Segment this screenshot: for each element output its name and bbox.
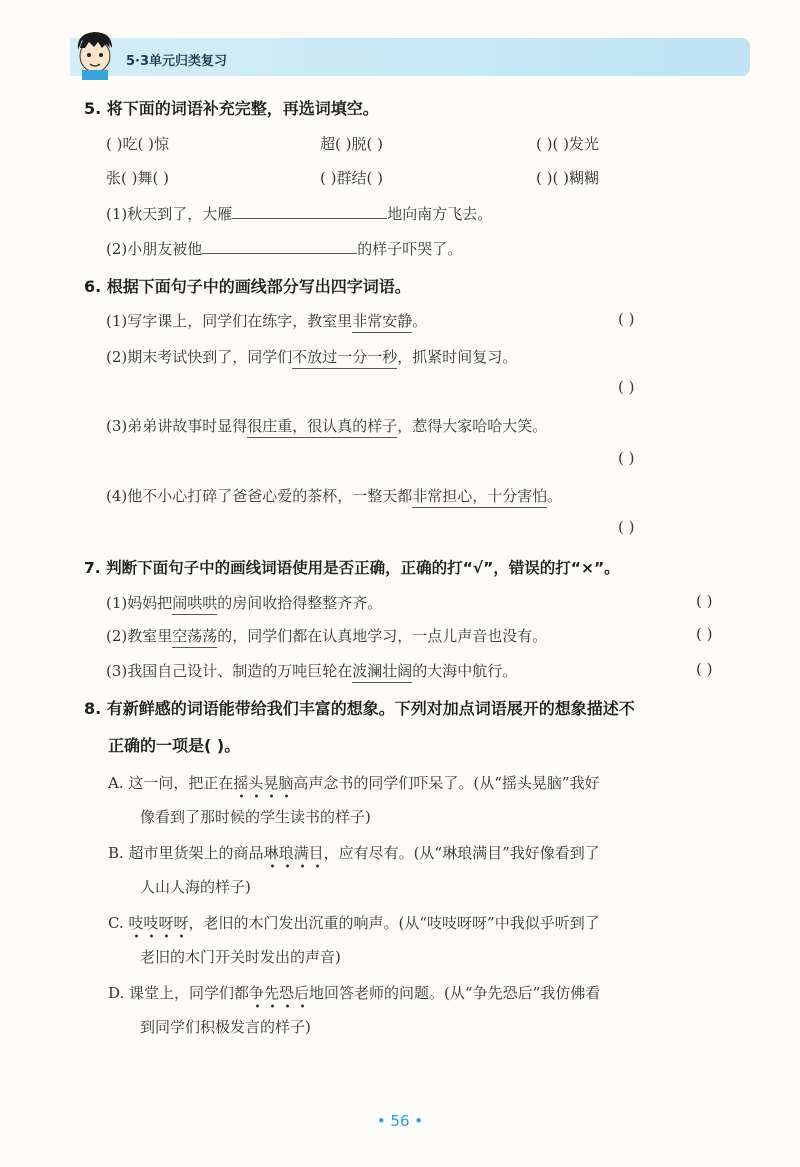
option-d[interactable]: D. 课堂上，同学们都争先恐后地回答老师的问题。(从“争先恐后”我仿佛看 [108,984,601,1002]
answer-paren[interactable]: ( ) [696,625,713,643]
q7-sentence-1: (1)妈妈把闹哄哄的房间收拾得整整齐齐。 [106,592,382,613]
question-8-title-cont: 正确的一项是( )。 [108,736,241,755]
option-c-cont: 老旧的木门开关时发出的声音) [140,948,341,966]
option-b[interactable]: B. 超市里货架上的商品琳琅满目，应有尽有。(从“琳琅满目”我好像看到了 [108,844,600,862]
answer-paren[interactable]: ( ) [618,449,635,467]
q5-word-2: 超( )脱( ) [320,135,383,153]
q7-sentence-2: (2)教室里空荡荡的，同学们都在认真地学习，一点儿声音也没有。 [106,625,547,646]
page-number: • 56 • [376,1112,424,1130]
answer-paren[interactable]: ( ) [618,378,635,396]
option-b-cont: 人山人海的样子) [140,878,251,896]
answer-paren[interactable]: ( ) [618,518,635,536]
q5-sentence-2: (2)小朋友被他 的样子吓哭了。 [106,240,463,258]
answer-paren[interactable]: ( ) [618,310,635,328]
q6-sentence-2: (2)期末考试快到了，同学们不放过一分一秒，抓紧时间复习。 [106,346,517,367]
q5-word-4: 张( )舞( ) [106,169,169,187]
section-title: 5·3单元归类复习 [126,54,228,69]
answer-blank[interactable] [232,204,387,219]
q6-sentence-4: (4)他不小心打碎了爸爸心爱的茶杯，一整天都非常担心，十分害怕。 [106,485,562,506]
question-7-title: 7. 判断下面句子中的画线词语使用是否正确，正确的打“√”，错误的打“×”。 [84,559,620,577]
q5-word-3: ( )( )发光 [536,135,599,153]
question-5-title: 5. 将下面的词语补充完整，再选词填空。 [84,99,379,118]
option-a[interactable]: A. 这一问，把正在摇头晃脑高声念书的同学们吓呆了。(从“摇头晃脑”我好 [108,774,600,792]
answer-blank[interactable] [202,239,357,254]
q5-word-6: ( )( )糊糊 [536,169,599,187]
question-6-title: 6. 根据下面句子中的画线部分写出四字词语。 [84,277,411,296]
option-d-cont: 到同学们积极发言的样子) [140,1018,311,1036]
q7-sentence-3: (3)我国自己设计、制造的万吨巨轮在波澜壮阔的大海中航行。 [106,660,517,681]
q5-sentence-1: (1)秋天到了，大雁 地向南方飞去。 [106,205,493,223]
q6-sentence-1: (1)写字课上，同学们在练字，教室里非常安静。 [106,310,427,331]
q5-word-1: ( )吃( )惊 [106,135,169,153]
q5-word-5: ( )群结( ) [320,169,383,187]
mascot-boy-icon [72,28,118,80]
answer-paren[interactable]: ( ) [696,592,713,610]
question-8-title: 8. 有新鲜感的词语能带给我们丰富的想象。下列对加点词语展开的想象描述不 [84,699,635,718]
answer-paren[interactable]: ( ) [696,660,713,678]
q6-sentence-3: (3)弟弟讲故事时显得很庄重，很认真的样子，惹得大家哈哈大笑。 [106,415,547,436]
option-c[interactable]: C. 吱吱呀呀，老旧的木门发出沉重的响声。(从“吱吱呀呀”中我似乎听到了 [108,914,600,932]
option-a-cont: 像看到了那时候的学生读书的样子) [140,808,371,826]
